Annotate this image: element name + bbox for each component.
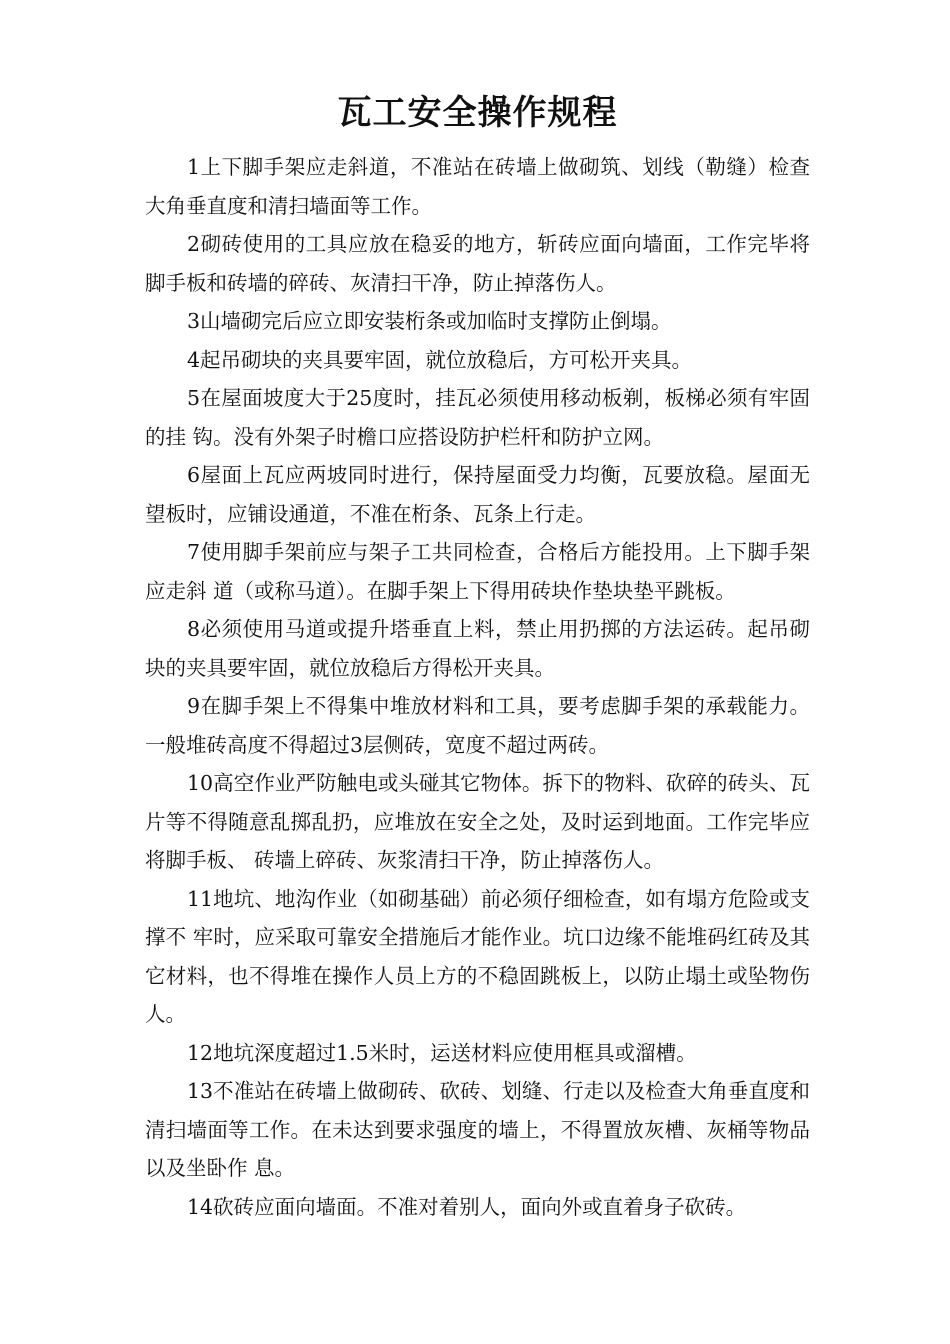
rule-8: 8必须使用马道或提升塔垂直上料，禁止用扔掷的方法运砖。起吊砌块的夹具要牢固，就位放稳后方得松开夹具。 xyxy=(145,617,810,680)
rule-10: 10高空作业严防触电或头碰其它物体。拆下的物料、砍碎的砖头、瓦片等不得随意乱掷乱扔，应堆放在安全之处，及时运到地面。工作完毕应将脚手板、 砖墙上碎砖、灰浆清扫干净，防止掉落伤人。 xyxy=(145,771,810,872)
rule-9: 9在脚手架上不得集中堆放材料和工具，要考虑脚手架的承载能力。一般堆砖高度不得超过3层侧砖，宽度不超过两砖。 xyxy=(145,694,810,757)
rule-6: 6屋面上瓦应两坡同时进行，保持屋面受力均衡，瓦要放稳。屋面无望板时，应铺设通道，不准在桁条、瓦条上行走。 xyxy=(145,463,810,526)
document-title: 瓦工安全操作规程 xyxy=(337,93,618,133)
rule-1: 1上下脚手架应走斜道，不准站在砖墙上做砌筑、划线（勒缝）检查大角垂直度和清扫墙面等工作。 xyxy=(145,155,810,218)
document-page xyxy=(145,90,810,1226)
rule-13: 13不准站在砖墙上做砌砖、砍砖、划缝、行走以及检查大角垂直度和清扫墙面等工作。在未达到要求强度的墙上，不得置放灰槽、灰桶等物品以及坐卧作 息。 xyxy=(145,1079,810,1180)
rule-4: 4起吊砌块的夹具要牢固，就位放稳后，方可松开夹具。 xyxy=(187,347,693,372)
rule-11: 11地坑、地沟作业（如砌基础）前必须仔细检查，如有塌方危险或支撑不 牢时，应采取可靠安全措施后才能作业。坑口边缘不能堆码红砖及其它材料，也不得堆在操作人员上方的不稳固跳板上，以防止塌土或坠物伤人。 xyxy=(145,886,810,1026)
rule-7: 7使用脚手架前应与架子工共同检查，合格后方能投用。上下脚手架应走斜 道（或称马道）。在脚手架上下得用砖块作垫块垫平跳板。 xyxy=(145,540,810,603)
rule-14: 14砍砖应面向墙面。不准对着别人，面向外或直着身子砍砖。 xyxy=(187,1194,747,1219)
rule-3: 3山墙砌完后应立即安装桁条或加临时支撑防止倒塌。 xyxy=(187,309,672,333)
rule-12: 12地坑深度超过1.5米时，运送材料应使用框具或溜槽。 xyxy=(187,1040,697,1065)
rule-2: 2砌砖使用的工具应放在稳妥的地方，斩砖应面向墙面，工作完毕将脚手板和砖墙的碎砖、灰清扫干净，防止掉落伤人。 xyxy=(145,232,810,295)
rule-5: 5在屋面坡度大于25度时，挂瓦必须使用移动板剃，板梯必须有牢固的挂 钩。没有外架子时檐口应搭设防护栏杆和防护立网。 xyxy=(145,386,810,449)
